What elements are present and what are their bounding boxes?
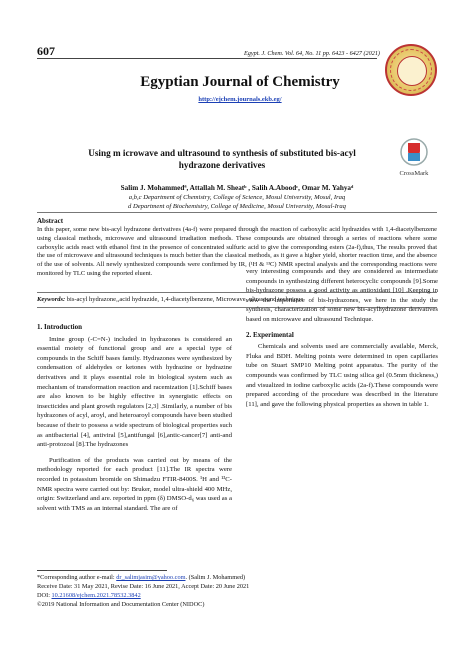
title-line-2: hydrazone derivatives	[178, 160, 266, 170]
footnote-rule	[37, 570, 167, 571]
experimental-heading: 2. Experimental	[246, 330, 294, 339]
corresponding-author-line	[37, 574, 437, 583]
experimental-paragraph-1: Chemicals and solvents used are commercially available, Merck, Fluka and BDH. Melting points were determined in open capillaries tube on Stuart SMP10 Melting point apparatus. The purity of the compounds was confirmed by TLC using silica gel (0.5mm thickness,) and visualized in iodine carboxylic acids (2a-f).These compounds were prepared according of the procedure was described in the literature [11], and gave the following physical properties as shown in table 1.	[246, 343, 438, 408]
crossmark-label: CrossMark	[399, 170, 429, 177]
corresponding-prefix: *Corresponding author e-mail:	[37, 574, 117, 581]
abstract-heading: Abstract	[37, 217, 64, 225]
introduction-paragraph-1: Imine group (-C=N-) included in hydrazones is considered an essential moiety of functional group and are a special type of compounds in the Schiff bases family. Hydrazones were synthesized by condensation of aldehydes or ketones with hydrazine or hydrazine derivatives and it plays essential role in biological system such as mechanism of transformation reaction and racemization [1].Schiff bases are also known to be highly effective in synergistic effects on insecticides and plant growth regulators [2,3] .Similarly, a number of bis hydrazones of acyl, aroyl, and heteroaroyl compounds have been studied because of their to possess a wide spectrum of biological properties such as antibacterial [4], antiviral [5],antifungal [6],antic-cancer[7] anti-and anti-protozoal [8].The hydrazones	[37, 335, 232, 449]
keywords-label: Keywords:	[37, 296, 66, 303]
journal-citation: Egypt. J. Chem. Vol. 64, No. 11 pp. 6423 - 6427 (2021)	[244, 50, 380, 57]
introduction-heading: 1. Introduction	[37, 323, 82, 331]
affiliation-biochemistry: d Department of Biochemistry, College of Medicine, Mosul University, Mosul-Iraq	[128, 203, 346, 210]
paper-title	[62, 147, 382, 171]
dates-line: Receive Date: 31 May 2021, Revise Date: 16 June 2021, Accept Date: 20 June 2021	[37, 583, 250, 590]
header-divider	[37, 58, 377, 59]
journal-url-link[interactable]: http://ejchem.journals.ekb.eg/	[198, 96, 282, 103]
doi-link[interactable]: 10.21608/ejchem.2021.78532.3842	[51, 592, 141, 599]
doi-prefix: DOI:	[37, 592, 52, 599]
logo-center	[397, 56, 427, 86]
right-paragraph-1: very interesting compounds and they are considered as intermediate compounds in synthesizing different heterocyclic compounds [9].Some bis-hydrazone possess a good activity as antioxidant [10] .Keeping in view the importance of bis-hydrazones, we here in the study the synthesis, characterization of some new bis-acylhydrazone derivatives based on microwave and ultrasound Technique.	[246, 268, 438, 323]
abstract-top-rule	[37, 212, 437, 213]
doi-line	[37, 592, 437, 601]
title-line-1: Using m icrowave and ultrasound to synthesis of substituted bis-acyl	[88, 148, 356, 158]
journal-name: Egyptian Journal of Chemistry	[140, 74, 340, 90]
right-column	[246, 267, 438, 415]
page-number: 607	[37, 44, 55, 58]
keywords-text: bis-acyl hydrazone,,acid hydrazide, 1,4-diacetylbenzene, Microwave, ultrasound technique	[65, 296, 304, 303]
corresponding-suffix: . (Salim J. Mohammed)	[185, 574, 246, 581]
journal-logo-icon	[385, 44, 437, 96]
abstract-text: In this paper, some new bis-acyl hydrazone derivatives (4a-f) were prepared through the reaction of carboxylic acid hydrazides with 1,4-diacetylbenzene using classical methods, microwave and ultrasound irradiation methods. These compounds are obtained through a series of reactions where some carboxylic acids react with ethanol first in the presence of concentrated sulfuric acid to give the corresponding esters (2a-f),thus, The results proved that the use of microwave and ultrasound techniques is much better than the classical methods, as it gave a higher yield, shorter reaction time, and the absence of the use of solvents. All newly synthesized compounds were confirmed by IR, (¹H & ¹³C) NMR spectral analysis and the corresponding reactions were monitored by TLC using the reported eluent.	[37, 226, 437, 277]
introduction-paragraph-2: Purification of the products was carried out by means of the methodology reported for each product [11].The IR spectra were recorded in potassium bromide on Shimadzu FTIR-8400S. ¹H and ¹³C-NMR spectra were carried out by: Bruker, model ultra-shield 400 MHz, origin: Switzerland and are. reported in ppm (δ) DMSO-d₆ was used as a solvent with TMS as an internal standard. The are of	[37, 456, 232, 512]
corresponding-email-link[interactable]: dr_salimjasim@yahoo.com	[116, 574, 186, 581]
author-list: Salim J. Mohammedª, Attallah M. Sheatᵇ , Salih A.Aboodᶜ, Omar M. Yahyaᵈ	[120, 184, 354, 192]
left-column	[37, 323, 232, 519]
affiliation-chemistry: a,b,c Department of Chemistry, College of Science, Mosul University, Mosul, Iraq	[128, 194, 346, 201]
crossmark-icon[interactable]	[394, 137, 434, 167]
copyright-line: ©2019 National Information and Documentation Center (NIDOC)	[37, 601, 205, 608]
